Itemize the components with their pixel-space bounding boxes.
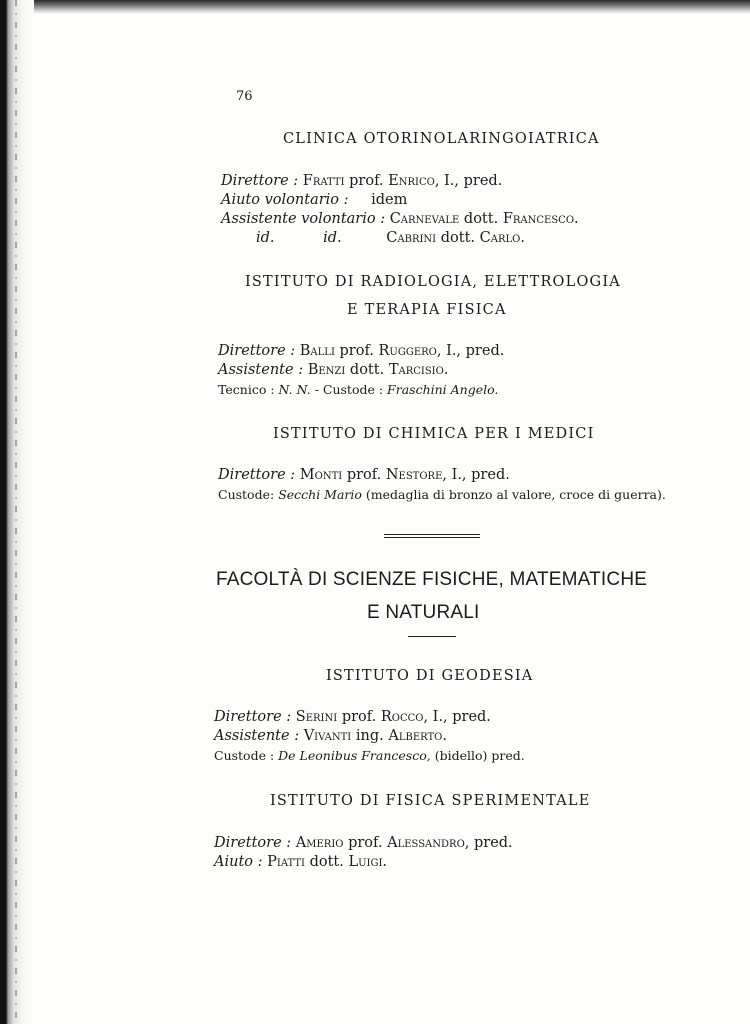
person-suffix: I., pred. bbox=[446, 343, 505, 359]
aiuto-value: idem bbox=[371, 192, 408, 208]
person-surname: Monti bbox=[299, 467, 343, 483]
person-suffix: I., pred. bbox=[444, 173, 503, 189]
custode-value: Fraschini Angelo. bbox=[387, 382, 499, 397]
section-title-fisica: ISTITUTO DI FISICA SPERIMENTALE bbox=[270, 793, 591, 809]
double-divider bbox=[384, 534, 480, 538]
person-firstname: Nestore, bbox=[385, 467, 447, 483]
scan-binding-edge bbox=[0, 0, 34, 1024]
label-custode: Custode : bbox=[214, 748, 275, 763]
chimica-direttore-line bbox=[218, 467, 510, 483]
person-firstname: Luigi. bbox=[348, 854, 388, 870]
custode-note: (bidello) pred. bbox=[434, 748, 525, 763]
fisica-direttore-line bbox=[214, 835, 513, 851]
person-surname: Piatti bbox=[267, 854, 305, 870]
label-assistente: Assistente volontario : bbox=[221, 211, 386, 227]
person-firstname: Ruggero, bbox=[378, 343, 442, 359]
person-surname: Cabrini bbox=[386, 230, 437, 246]
section-title-radiologia-line1: ISTITUTO DI RADIOLOGIA, ELETTROLOGIA bbox=[245, 274, 621, 290]
page-number: 76 bbox=[236, 89, 253, 104]
person-surname: Amerio bbox=[295, 835, 344, 851]
custode-note: (medaglia di bronzo al valore, croce di guerra). bbox=[365, 487, 666, 502]
faculty-title-line1: FACOLTÀ DI SCIENZE FISICHE, MATEMATICHE bbox=[216, 569, 648, 590]
person-firstname: Alessandro, bbox=[387, 835, 470, 851]
label-direttore: Direttore : bbox=[214, 835, 292, 851]
label-aiuto: Aiuto : bbox=[214, 854, 263, 870]
label-assistente: Assistente : bbox=[214, 728, 300, 744]
person-firstname: Rocco, bbox=[380, 709, 429, 725]
label-direttore: Direttore : bbox=[218, 343, 296, 359]
radiologia-direttore-line bbox=[218, 343, 504, 359]
person-title: ing. bbox=[355, 728, 384, 744]
fisica-aiuto-line bbox=[214, 854, 387, 870]
scan-top-edge bbox=[0, 0, 750, 14]
geodesia-direttore-line bbox=[214, 709, 491, 725]
person-firstname: Tarcisio. bbox=[388, 362, 449, 378]
person-surname: Carnevale bbox=[389, 211, 460, 227]
geodesia-assistente-line bbox=[214, 728, 447, 744]
geodesia-custode-line bbox=[214, 748, 525, 763]
person-suffix: I., pred. bbox=[451, 467, 510, 483]
label-aiuto: Aiuto volontario : bbox=[221, 192, 349, 208]
scan-binding-texture bbox=[15, 0, 17, 1024]
otorino-aiuto-line bbox=[221, 192, 407, 208]
label-assistente: Assistente : bbox=[218, 362, 304, 378]
section-title-otorino: CLINICA OTORINOLARINGOIATRICA bbox=[283, 131, 600, 147]
person-title: prof. bbox=[349, 173, 384, 189]
label-custode: Custode: bbox=[218, 487, 275, 502]
label-tecnico: Tecnico : bbox=[218, 382, 275, 397]
person-title: dott. bbox=[463, 211, 499, 227]
person-surname: Balli bbox=[299, 343, 335, 359]
person-title: dott. bbox=[440, 230, 476, 246]
person-title: prof. bbox=[341, 709, 377, 725]
person-title: dott. bbox=[349, 362, 385, 378]
person-suffix: pred. bbox=[473, 835, 513, 851]
section-title-radiologia-line2: E TERAPIA FISICA bbox=[347, 302, 507, 318]
section-title-chimica: ISTITUTO DI CHIMICA PER I MEDICI bbox=[273, 426, 595, 442]
label-id: id. bbox=[256, 230, 275, 246]
custode-name: De Leonibus Francesco, bbox=[278, 748, 431, 763]
faculty-title-line2: E NATURALI bbox=[367, 602, 480, 623]
person-suffix: I., pred. bbox=[432, 709, 491, 725]
label-direttore: Direttore : bbox=[218, 467, 296, 483]
otorino-second-assistente-line bbox=[256, 230, 525, 246]
section-title-geodesia: ISTITUTO DI GEODESIA bbox=[326, 668, 534, 684]
radiologia-tecnico-line bbox=[218, 382, 498, 397]
person-title: dott. bbox=[309, 854, 344, 870]
label-direttore: Direttore : bbox=[221, 173, 299, 189]
otorino-direttore-line bbox=[221, 173, 502, 189]
tecnico-value: N. N. bbox=[278, 382, 311, 397]
person-surname: Benzi bbox=[307, 362, 346, 378]
chimica-custode-line bbox=[218, 487, 666, 502]
person-surname: Vivanti bbox=[303, 728, 352, 744]
radiologia-assistente-line bbox=[218, 362, 448, 378]
person-title: prof. bbox=[346, 467, 382, 483]
label-direttore: Direttore : bbox=[214, 709, 292, 725]
person-title: prof. bbox=[339, 343, 374, 359]
person-firstname: Carlo. bbox=[479, 230, 525, 246]
label-custode: - Custode : bbox=[314, 382, 384, 397]
otorino-assistente-line bbox=[221, 211, 579, 227]
person-firstname: Francesco. bbox=[502, 211, 579, 227]
custode-name: Secchi Mario bbox=[278, 487, 362, 502]
person-firstname: Enrico, bbox=[388, 173, 440, 189]
person-firstname: Alberto. bbox=[388, 728, 447, 744]
person-surname: Serini bbox=[295, 709, 338, 725]
label-id: id. bbox=[323, 230, 342, 246]
person-surname: Fratti bbox=[302, 173, 345, 189]
single-divider bbox=[408, 636, 456, 637]
person-title: prof. bbox=[348, 835, 383, 851]
